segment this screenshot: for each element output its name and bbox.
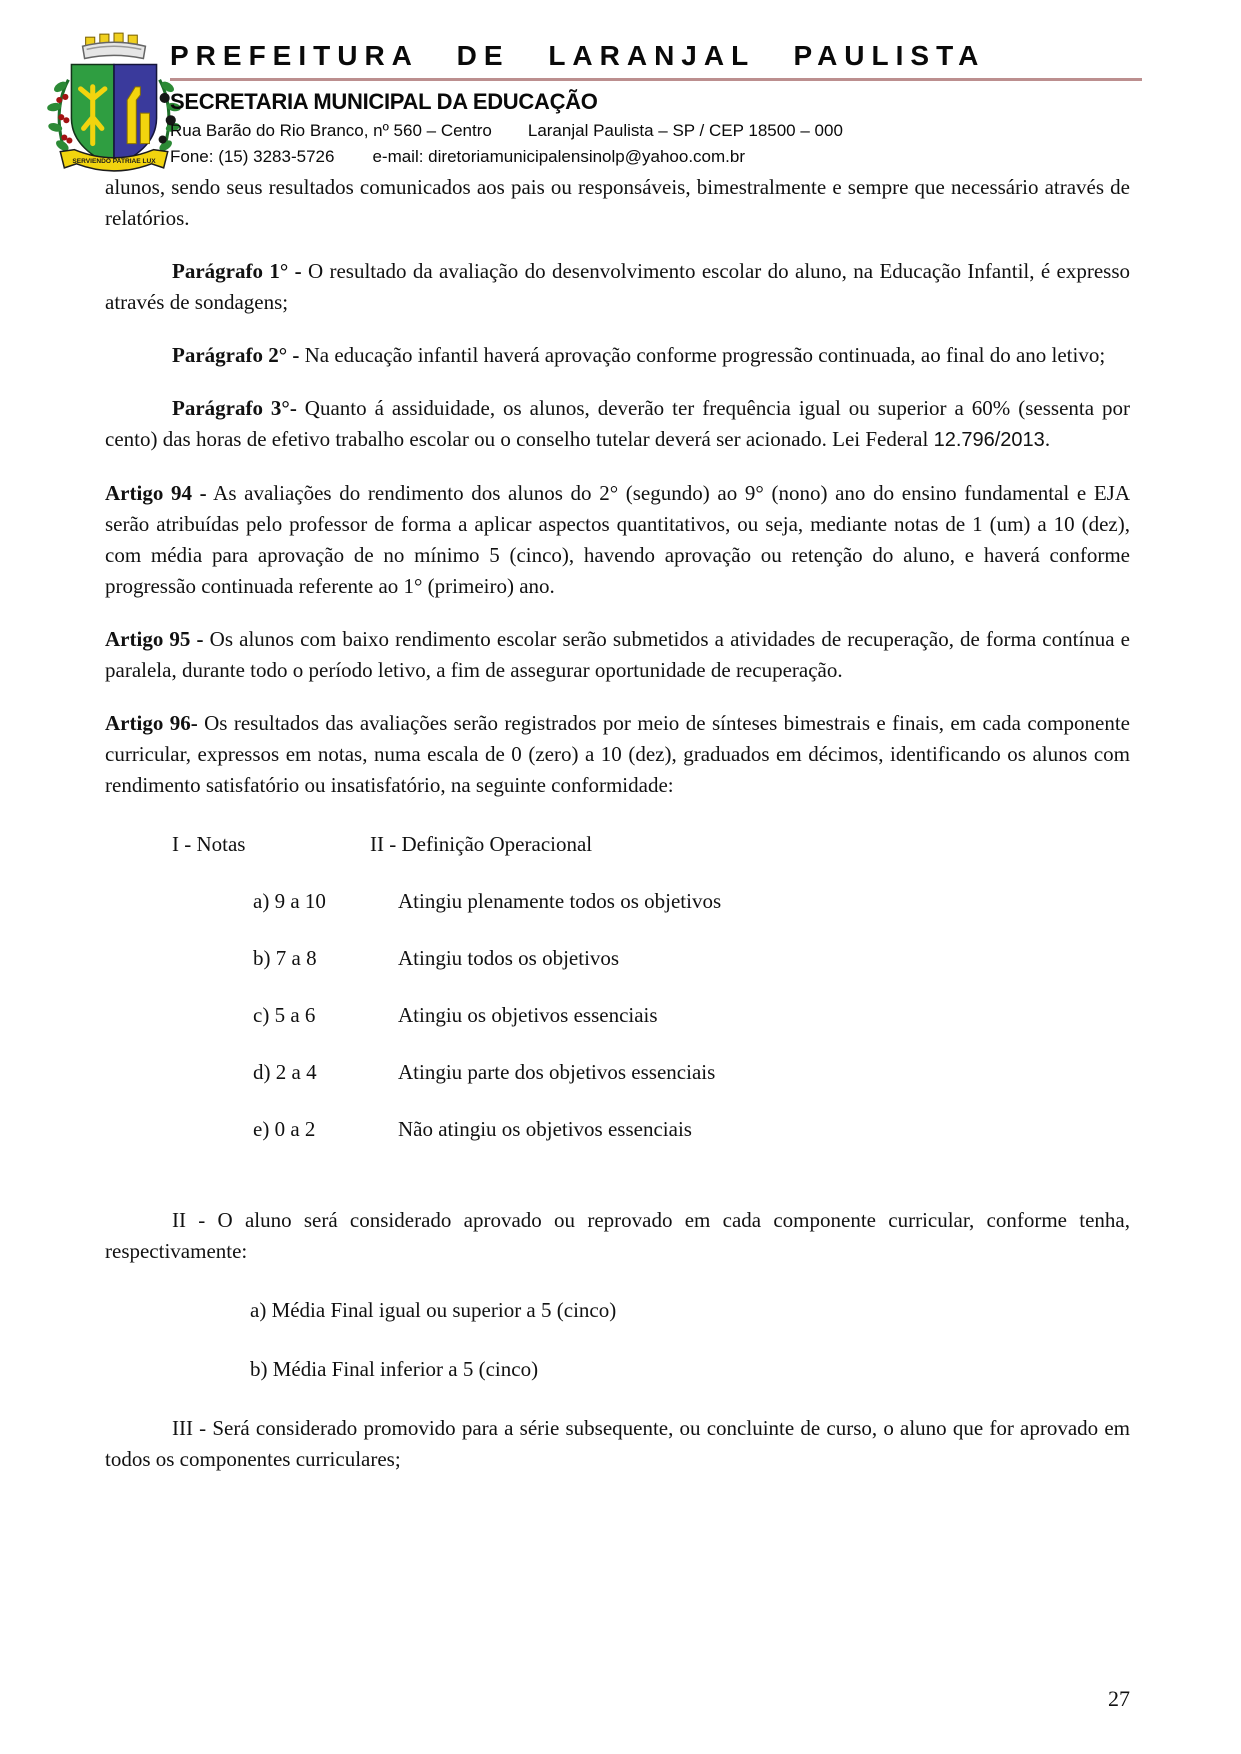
grade-range: c) 5 a 6 bbox=[253, 1003, 316, 1027]
table-row bbox=[105, 1114, 1130, 1145]
paragraph-item-ii: II - O aluno será considerado aprovado ou reprovado em cada componente curricular, conforme tenha, respectivamente: bbox=[105, 1208, 1130, 1263]
page-number: 27 bbox=[1108, 1686, 1130, 1711]
grade-desc: Atingiu todos os objetivos bbox=[398, 946, 620, 970]
coat-of-arms bbox=[38, 24, 190, 176]
crown-icon bbox=[83, 33, 146, 58]
grade-range: b) 7 a 8 bbox=[253, 946, 317, 970]
city-cep: Laranjal Paulista – SP / CEP 18500 – 000 bbox=[527, 121, 843, 140]
column-notas: I - Notas bbox=[172, 832, 246, 856]
grade-desc: Atingiu plenamente todos os objetivos bbox=[398, 889, 722, 913]
crest-motto: SERVIENDO PATRIAE LUX bbox=[72, 157, 156, 165]
department-name: SECRETARIA MUNICIPAL DA EDUCAÇÃO bbox=[170, 89, 598, 114]
table-row bbox=[105, 1000, 1130, 1031]
left-branch-icon bbox=[47, 79, 73, 153]
paragraph-artigo-95: Artigo 95 - Os alunos com baixo rendimento escolar serão submetidos a atividades de recuperação, de forma contínua e paralela, durante todo o período letivo, a fim de assegurar oportunidade de recuperação. bbox=[105, 627, 1131, 682]
grade-range: a) 9 a 10 bbox=[253, 889, 326, 913]
street-address: Rua Barão do Rio Branco, nº 560 – Centro bbox=[170, 121, 492, 140]
email: e-mail: diretoriamunicipalensinolp@yahoo.com.br bbox=[372, 147, 745, 166]
phone: Fone: (15) 3283-5726 bbox=[170, 147, 335, 166]
accent-divider bbox=[170, 78, 1142, 81]
grade-desc: Atingiu os objetivos essenciais bbox=[398, 1003, 658, 1027]
paragraph-paragrafo-2: Parágrafo 2° - Na educação infantil haverá aprovação conforme progressão continuada, ao final do ano letivo; bbox=[172, 343, 1106, 367]
grade-range: d) 2 a 4 bbox=[253, 1060, 317, 1084]
law-number: 12.796/2013 bbox=[933, 429, 1045, 451]
letterhead bbox=[170, 40, 1170, 167]
paragraph-artigo-94: Artigo 94 - As avaliações do rendimento dos alunos do 2° (segundo) ao 9° (nono) ano do ensino fundamental e EJA serão atribuídas pelo professor de forma a aplicar aspectos quantitativos, ou seja, mediante notas de 1 (um) a 10 (dez), com média para aprovação de no mínimo 5 (cinco), havendo aprovação ou retenção do aluno, e haverá conforme progressão continuada referente ao 1° (primeiro) ano. bbox=[105, 481, 1131, 598]
contact-line bbox=[170, 147, 1170, 167]
address-line bbox=[170, 121, 1170, 141]
paragraph-paragrafo-1: Parágrafo 1° - O resultado da avaliação do desenvolvimento escolar do aluno, na Educação Infantil, é expresso através de sondagens; bbox=[105, 259, 1131, 314]
paragraph-artigo-96: Artigo 96- Os resultados das avaliações serão registrados por meio de sínteses bimestrais e finais, em cada componente curricular, expressos em notas, numa escala de 0 (zero) a 10 (dez), graduados em décimos, identificando os alunos com rendimento satisfatório ou insatisfatório, na seguinte conformidade: bbox=[105, 711, 1130, 797]
grade-range: e) 0 a 2 bbox=[253, 1117, 316, 1141]
grade-scale-table bbox=[105, 829, 1130, 1145]
table-row bbox=[105, 943, 1130, 974]
media-final-option-a: a) Média Final igual ou superior a 5 (cinco) bbox=[250, 1298, 617, 1322]
grade-desc: Não atingiu os objetivos essenciais bbox=[398, 1117, 692, 1141]
municipality-title: PREFEITURA DE LARANJAL PAULISTA bbox=[170, 40, 986, 71]
media-final-option-b: b) Média Final inferior a 5 (cinco) bbox=[250, 1357, 539, 1381]
table-row bbox=[105, 886, 1130, 917]
paragraph-paragrafo-3: Parágrafo 3°- Quanto á assiduidade, os alunos, deverão ter frequência igual ou superior a 60% (sessenta por cento) das horas de efetivo trabalho escolar ou o conselho tutelar deverá ser acionado. Lei Federal 12.796/2013. bbox=[105, 396, 1131, 451]
grade-desc: Atingiu parte dos objetivos essenciais bbox=[398, 1060, 716, 1084]
grade-table-header bbox=[105, 829, 1130, 860]
document-body bbox=[105, 172, 1130, 1475]
shield-icon bbox=[71, 65, 156, 166]
paragraph-continuation: alunos, sendo seus resultados comunicados aos pais ou responsáveis, bimestralmente e sempre que necessário através de relatórios. bbox=[105, 175, 1130, 230]
column-definicao: II - Definição Operacional bbox=[370, 832, 593, 856]
table-row bbox=[105, 1057, 1130, 1088]
paragraph-item-iii: III - Será considerado promovido para a série subsequente, ou concluinte de curso, o aluno que for aprovado em todos os componentes curriculares; bbox=[105, 1416, 1130, 1471]
